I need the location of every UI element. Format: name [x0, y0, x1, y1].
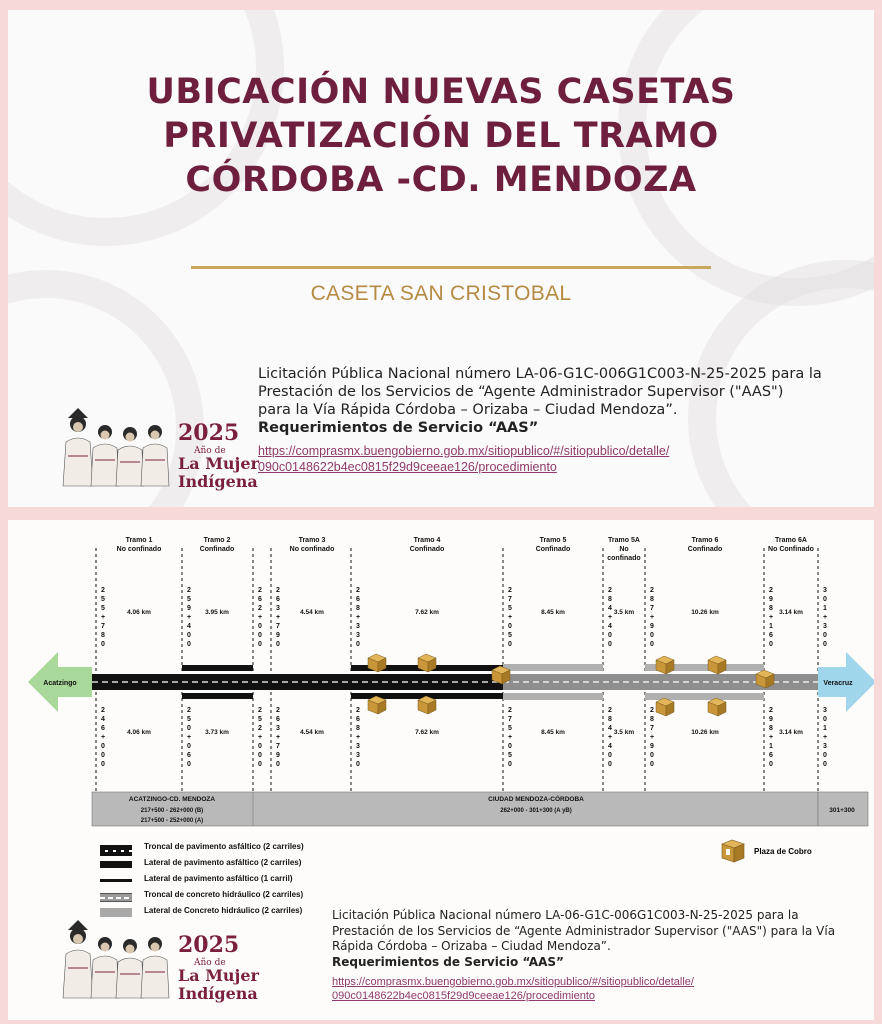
- kilometer-post-bottom: 5: [508, 725, 512, 732]
- kilometer-post-bottom: 4: [608, 743, 612, 750]
- route-left-line1: 217+500 - 262+000 (B): [140, 808, 204, 814]
- kilometer-post-bottom: 4: [101, 716, 105, 723]
- licitacion-text: Licitación Pública Nacional número LA-06-G1C-006G1C003-N-25-2025 para la: [258, 366, 822, 382]
- kilometer-post-top: 3: [276, 605, 280, 612]
- tramo-type: No Confinado: [768, 546, 814, 553]
- logo-ano-de: Año de: [194, 446, 226, 456]
- concrete-lateral: [503, 664, 603, 671]
- kilometer-post-bottom: +: [507, 734, 513, 741]
- km-label-bottom: 7.62 km: [415, 729, 439, 736]
- kilometer-post-top: 5: [101, 596, 105, 603]
- requerimientos-label: Requerimientos de Servicio “AAS”: [332, 954, 564, 969]
- kilometer-post-top: 0: [823, 632, 827, 639]
- kilometer-post-bottom: 3: [356, 752, 360, 759]
- kilometer-post-bottom: 9: [769, 716, 773, 723]
- km-label-top: 4.54 km: [300, 609, 324, 616]
- kilometer-post-top: 2: [356, 587, 360, 594]
- kilometer-post-top: 0: [650, 632, 654, 639]
- route-left-title: ACATZINGO-CD. MENDOZA: [128, 796, 216, 803]
- kilometer-post-bottom: 0: [187, 743, 191, 750]
- kilometer-post-bottom: 2: [258, 707, 262, 714]
- kilometer-post-bottom: 5: [258, 716, 262, 723]
- slide-subtitle: CASETA SAN CRISTOBAL: [310, 282, 572, 305]
- right-city-label: Veracruz: [823, 680, 853, 687]
- kilometer-post-bottom: 8: [769, 725, 773, 732]
- concrete-lateral: [503, 693, 603, 700]
- kilometer-post-top: +: [507, 614, 513, 621]
- licitacion-text: Licitación Pública Nacional número LA-06-G1C-006G1C003-N-25-2025 para la: [332, 908, 799, 922]
- kilometer-post-bottom: 3: [356, 743, 360, 750]
- kilometer-post-top: 2: [769, 587, 773, 594]
- kilometer-post-bottom: 3: [276, 725, 280, 732]
- tramo-type: Confinado: [535, 546, 571, 553]
- left-city-label: Acatzingo: [43, 680, 77, 687]
- kilometer-post-bottom: 0: [356, 761, 360, 768]
- toll-plaza-icon: [656, 698, 674, 716]
- kilometer-post-bottom: 6: [101, 725, 105, 732]
- tramo-type: No confinado: [116, 546, 162, 553]
- kilometer-post-bottom: 6: [187, 752, 191, 759]
- kilometer-post-top: +: [649, 614, 655, 621]
- plaza-label: Plaza de Cobro: [754, 847, 812, 856]
- kilometer-post-bottom: 6: [276, 716, 280, 723]
- title-line: UBICACIÓN NUEVAS CASETAS: [146, 72, 736, 112]
- kilometer-post-bottom: 2: [650, 707, 654, 714]
- kilometer-post-bottom: 3: [823, 707, 827, 714]
- anio-mujer-indigena-logo: [60, 408, 259, 491]
- tramo-type: No: [619, 546, 629, 553]
- route-left-line2: 217+500 - 252+000 (A): [140, 818, 204, 824]
- kilometer-post-top: 0: [650, 641, 654, 648]
- km-label-bottom: 3.73 km: [205, 729, 229, 736]
- kilometer-post-top: 9: [650, 623, 654, 630]
- kilometer-post-bottom: 0: [101, 743, 105, 750]
- kilometer-post-top: 0: [276, 641, 280, 648]
- kilometer-post-top: +: [768, 614, 774, 621]
- km-label-top: 3.5 km: [613, 609, 635, 616]
- kilometer-post-bottom: 0: [608, 761, 612, 768]
- licitacion-block: [258, 365, 822, 475]
- kilometer-post-bottom: 0: [258, 752, 262, 759]
- road-diagram: [8, 520, 874, 838]
- kilometer-post-top: 1: [769, 623, 773, 630]
- kilometer-post-top: 2: [276, 587, 280, 594]
- tramo-name: Tramo 3: [298, 537, 326, 544]
- tramo-type: Confinado: [199, 546, 235, 553]
- legend-label: Lateral de Concreto hidráulico (2 carriles): [144, 906, 303, 915]
- toll-plaza-icon: [418, 696, 436, 714]
- logo-ano-de: Año de: [194, 958, 226, 968]
- kilometer-post-bottom: 1: [823, 725, 827, 732]
- requerimientos-label: Requerimientos de Servicio “AAS”: [258, 420, 539, 436]
- legend-swatch: [100, 861, 132, 868]
- asphalt-lateral: [182, 693, 253, 699]
- tramo-name: Tramo 2: [203, 537, 231, 544]
- km-label-bottom: 10.26 km: [691, 729, 719, 736]
- kilometer-post-bottom: 0: [258, 761, 262, 768]
- kilometer-post-top: 5: [508, 605, 512, 612]
- kilometer-post-top: 2: [650, 587, 654, 594]
- tramo-type: No confinado: [289, 546, 335, 553]
- kilometer-post-top: 0: [823, 596, 827, 603]
- kilometer-post-top: 0: [258, 641, 262, 648]
- title-line: CÓRDOBA -CD. MENDOZA: [185, 160, 697, 200]
- kilometer-post-bottom: +: [607, 734, 613, 741]
- kilometer-post-bottom: 2: [187, 707, 191, 714]
- kilometer-post-top: 0: [187, 632, 191, 639]
- kilometer-post-top: 2: [258, 587, 262, 594]
- logo-la-mujer: La Mujer: [178, 454, 259, 473]
- kilometer-post-bottom: 2: [769, 707, 773, 714]
- kilometer-post-bottom: 7: [508, 716, 512, 723]
- legend-swatch: [100, 893, 132, 902]
- kilometer-post-bottom: 0: [508, 743, 512, 750]
- licitacion-text: Prestación de los Servicios de “Agente Administrador Supervisor ("AAS"): [258, 384, 784, 400]
- kilometer-post-top: 9: [769, 596, 773, 603]
- kilometer-post-bottom: 0: [769, 761, 773, 768]
- kilometer-post-bottom: +: [355, 734, 361, 741]
- kilometer-post-top: 7: [650, 605, 654, 612]
- kilometer-post-bottom: 5: [187, 716, 191, 723]
- kilometer-post-top: 3: [356, 632, 360, 639]
- procedimiento-link[interactable]: [258, 443, 822, 475]
- km-label-bottom: 4.54 km: [300, 729, 324, 736]
- tramo-type: Confinado: [409, 546, 445, 553]
- kilometer-post-bottom: 0: [508, 761, 512, 768]
- kilometer-post-top: 6: [769, 632, 773, 639]
- kilometer-post-bottom: 6: [356, 716, 360, 723]
- kilometer-post-top: 7: [508, 596, 512, 603]
- kilometer-post-bottom: 2: [508, 707, 512, 714]
- kilometer-post-top: 5: [101, 605, 105, 612]
- kilometer-post-bottom: +: [768, 734, 774, 741]
- kilometer-post-bottom: 0: [187, 761, 191, 768]
- km-label-bottom: 3.5 km: [613, 729, 635, 736]
- tramo-name: Tramo 5: [539, 537, 567, 544]
- kilometer-post-bottom: 7: [650, 725, 654, 732]
- kilometer-post-bottom: 2: [356, 707, 360, 714]
- anio-mujer-indigena-logo: [60, 920, 259, 1003]
- kilometer-post-top: 0: [508, 623, 512, 630]
- tramo-name: Tramo 4: [413, 537, 441, 544]
- kilometer-post-top: 2: [258, 605, 262, 612]
- kilometer-post-top: +: [607, 614, 613, 621]
- logo-indigena: Indígena: [178, 984, 258, 1003]
- kilometer-post-top: 6: [258, 596, 262, 603]
- kilometer-post-bottom: +: [257, 734, 263, 741]
- kilometer-post-top: 0: [101, 641, 105, 648]
- kilometer-post-top: 4: [608, 623, 612, 630]
- kilometer-post-bottom: 8: [356, 725, 360, 732]
- logo-indigena: Indígena: [178, 472, 258, 491]
- km-label-bottom: 4.06 km: [127, 729, 151, 736]
- kilometer-post-top: 0: [508, 641, 512, 648]
- kilometer-post-top: 2: [508, 587, 512, 594]
- legend-swatch: [100, 908, 132, 917]
- licitacion-block: [332, 908, 835, 1003]
- kilometer-post-bottom: 0: [823, 716, 827, 723]
- kilometer-post-bottom: +: [100, 734, 106, 741]
- kilometer-post-top: 0: [608, 632, 612, 639]
- kilometer-post-bottom: 3: [823, 743, 827, 750]
- tramo-name: Tramo 6A: [775, 537, 807, 544]
- legend-swatch: [100, 845, 132, 856]
- km-label-top: 3.95 km: [205, 609, 229, 616]
- licitacion-text: Prestación de los Servicios de “Agente Administrador Supervisor ("AAS") para la Vía: [332, 923, 836, 938]
- logo-year: 2025: [178, 932, 240, 958]
- kilometer-post-top: 6: [276, 596, 280, 603]
- kilometer-post-top: 3: [823, 623, 827, 630]
- kilometer-post-top: +: [822, 614, 828, 621]
- kilometer-post-top: +: [100, 614, 106, 621]
- kilometer-post-top: 0: [258, 632, 262, 639]
- route-mid-title: CIUDAD MENDOZA-CÓRDOBA: [488, 796, 584, 803]
- indigenous-women-illustration: [60, 920, 172, 1000]
- kilometer-post-bottom: 7: [276, 743, 280, 750]
- kilometer-post-top: 0: [258, 623, 262, 630]
- km-label-top: 10.26 km: [691, 609, 719, 616]
- kilometer-post-bottom: 0: [823, 761, 827, 768]
- link-line[interactable]: 090c0148622b4ec0815f29d9ceeae126/procedimiento: [332, 990, 596, 1002]
- slide-title: [8, 70, 874, 202]
- kilometer-post-top: +: [257, 614, 263, 621]
- licitacion-text: Rápida Córdoba – Orizaba – Ciudad Mendoza”.: [332, 939, 611, 953]
- km-label-top: 8.45 km: [541, 609, 565, 616]
- kilometer-post-top: 9: [187, 605, 191, 612]
- legend-label: Troncal de pavimento asfáltico (2 carriles): [144, 842, 304, 851]
- kilometer-post-bottom: 1: [769, 743, 773, 750]
- km-label-top: 4.06 km: [127, 609, 151, 616]
- logo-la-mujer: La Mujer: [178, 966, 259, 985]
- km-label-top: 7.62 km: [415, 609, 439, 616]
- tramo-type: Confinado: [687, 546, 723, 553]
- plaza-legend: [720, 838, 812, 869]
- kilometer-post-top: 3: [356, 623, 360, 630]
- kilometer-post-top: 0: [769, 641, 773, 648]
- kilometer-post-bottom: 6: [769, 752, 773, 759]
- route-mid-line1: 262+000 - 301+300 (A yB): [500, 808, 572, 814]
- kilometer-post-bottom: 0: [258, 743, 262, 750]
- route-right-label: 301+300: [829, 807, 855, 814]
- kilometer-post-bottom: 0: [823, 752, 827, 759]
- kilometer-post-top: 7: [101, 623, 105, 630]
- kilometer-post-bottom: 2: [101, 707, 105, 714]
- kilometer-post-top: 8: [101, 632, 105, 639]
- kilometer-post-top: 3: [823, 587, 827, 594]
- kilometer-post-bottom: 0: [650, 752, 654, 759]
- toll-plaza-icon: [720, 838, 746, 864]
- kilometer-post-top: 9: [276, 632, 280, 639]
- kilometer-post-bottom: +: [822, 734, 828, 741]
- kilometer-post-bottom: 2: [258, 725, 262, 732]
- toll-plaza-icon: [756, 670, 774, 688]
- logo-year: 2025: [178, 420, 240, 446]
- kilometer-post-top: 0: [823, 641, 827, 648]
- kilometer-post-top: 1: [823, 605, 827, 612]
- procedimiento-link[interactable]: [332, 975, 835, 1003]
- divider-line: [191, 266, 711, 269]
- kilometer-post-bottom: +: [275, 734, 281, 741]
- km-label-bottom: 3.14 km: [779, 729, 803, 736]
- kilometer-post-bottom: 8: [650, 716, 654, 723]
- kilometer-post-bottom: 2: [608, 707, 612, 714]
- kilometer-post-top: 8: [608, 596, 612, 603]
- kilometer-post-top: 0: [356, 641, 360, 648]
- kilometer-post-top: 2: [187, 587, 191, 594]
- toll-plaza-icon: [418, 654, 436, 672]
- kilometer-post-bottom: 9: [650, 743, 654, 750]
- kilometer-post-bottom: 0: [187, 725, 191, 732]
- kilometer-post-top: 0: [608, 641, 612, 648]
- legend-label: Troncal de concreto hidráulico (2 carriles): [144, 890, 304, 899]
- kilometer-post-top: 7: [276, 623, 280, 630]
- kilometer-post-top: +: [186, 614, 192, 621]
- kilometer-post-bottom: 5: [508, 752, 512, 759]
- kilometer-post-bottom: 0: [101, 761, 105, 768]
- licitacion-text: para la Vía Rápida Córdoba – Orizaba – Ciudad Mendoza”.: [258, 402, 678, 418]
- toll-plaza-icon: [708, 698, 726, 716]
- kilometer-post-top: 0: [187, 641, 191, 648]
- kilometer-post-top: 5: [187, 596, 191, 603]
- legend-label: Lateral de pavimento asfáltico (2 carriles): [144, 858, 302, 867]
- link-line[interactable]: https://comprasmx.buengobierno.gob.mx/sitiopublico/#/sitiopublico/detalle/: [332, 976, 694, 988]
- kilometer-post-top: +: [355, 614, 361, 621]
- kilometer-post-bottom: 4: [608, 725, 612, 732]
- kilometer-post-top: 6: [356, 596, 360, 603]
- kilometer-post-top: 4: [608, 605, 612, 612]
- kilometer-post-top: 8: [356, 605, 360, 612]
- toll-plaza-icon: [708, 656, 726, 674]
- tramo-name: Tramo 5A: [608, 537, 640, 544]
- kilometer-post-top: 4: [187, 623, 191, 630]
- kilometer-post-bottom: 9: [276, 752, 280, 759]
- kilometer-post-bottom: 0: [608, 752, 612, 759]
- title-slide: [8, 10, 874, 507]
- kilometer-post-top: +: [275, 614, 281, 621]
- km-label-bottom: 8.45 km: [541, 729, 565, 736]
- kilometer-post-bottom: 0: [276, 761, 280, 768]
- legend-label: Lateral de pavimento asfáltico (1 carril): [144, 874, 293, 883]
- link-line[interactable]: https://comprasmx.buengobierno.gob.mx/sitiopublico/#/sitiopublico/detalle/: [258, 444, 670, 458]
- kilometer-post-bottom: 2: [276, 707, 280, 714]
- kilometer-post-bottom: +: [649, 734, 655, 741]
- kilometer-post-top: 2: [608, 587, 612, 594]
- asphalt-lateral: [182, 665, 253, 671]
- toll-plaza-icon: [492, 666, 510, 684]
- km-label-top: 3.14 km: [779, 609, 803, 616]
- toll-plaza-icon: [368, 654, 386, 672]
- indigenous-women-illustration: [60, 408, 172, 488]
- kilometer-post-top: 8: [769, 605, 773, 612]
- legend-swatch: [100, 879, 132, 882]
- tramo-name: Tramo 1: [125, 537, 153, 544]
- kilometer-post-bottom: 0: [650, 761, 654, 768]
- kilometer-post-top: 5: [508, 632, 512, 639]
- tramo-type: confinado: [607, 555, 641, 562]
- toll-plaza-icon: [656, 656, 674, 674]
- kilometer-post-top: 8: [650, 596, 654, 603]
- tramo-name: Tramo 6: [691, 537, 719, 544]
- kilometer-post-bottom: 0: [101, 752, 105, 759]
- kilometer-post-top: 2: [101, 587, 105, 594]
- kilometer-post-bottom: +: [186, 734, 192, 741]
- link-line[interactable]: 090c0148622b4ec0815f29d9ceeae126/procedimiento: [258, 460, 557, 474]
- kilometer-post-bottom: 8: [608, 716, 612, 723]
- title-line: PRIVATIZACIÓN DEL TRAMO: [163, 116, 719, 156]
- toll-plaza-icon: [368, 696, 386, 714]
- diagram-slide: [8, 520, 874, 1020]
